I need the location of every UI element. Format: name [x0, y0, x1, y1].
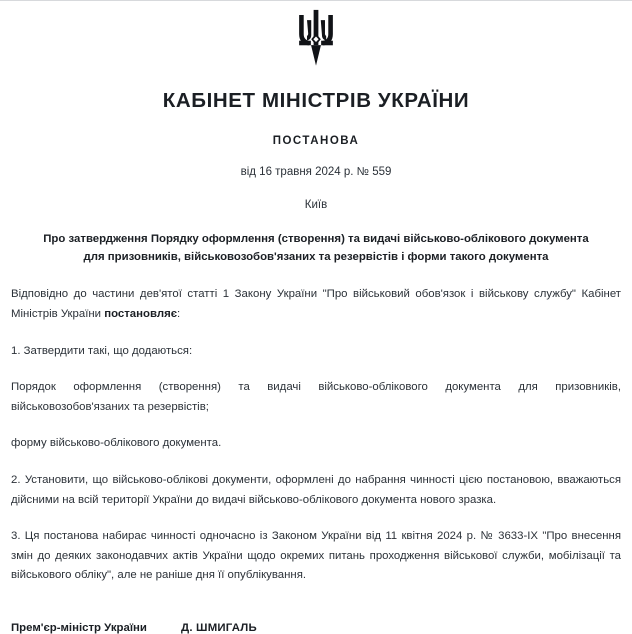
preamble-text-after: : [177, 307, 181, 320]
organization-title: КАБІНЕТ МІНІСТРІВ УКРАЇНИ [162, 89, 470, 112]
document-city: Київ [304, 199, 328, 211]
signatory-role: Прем'єр-міністр України [11, 622, 147, 634]
clause-2: 2. Установити, що військово-облікові документи, оформлені до набрання чинності цією постановою, вважаються дійсними на всій території України до видачі військово-облікового документа нового зразка. [11, 474, 621, 506]
top-divider [0, 0, 632, 1]
clause-1-item-1: Порядок оформлення (створення) та видачі військово-облікового документа для призовників, військовозобов'язаних та резервістів; [11, 381, 621, 413]
clause-1: 1. Затвердити такі, що додаються: [11, 344, 193, 357]
preamble-text-before: Відповідно до частини дев'ятої статті 1 Закону України "Про військовий обов'язок і військову службу" Кабінет Міністрів України [11, 288, 621, 320]
document-date-number: від 16 травня 2024 р. № 559 [240, 166, 392, 178]
preamble-paragraph [11, 285, 621, 324]
clause-3: 3. Ця постанова набирає чинності одночасно із Законом України від 11 квітня 2024 р. № 3633-IX "Про внесення змін до деяких законодавчих актів України щодо окремих питань проходження військової служби, мобілізації та військового обліку", але не раніше дня її опублікування. [11, 530, 621, 582]
preamble-emphasis: постановляє [104, 307, 178, 320]
document-subject-title: Про затвердження Порядку оформлення (створення) та видачі військово-облікового документа для призовників, військовозобов'язаних та резервістів і форми такого документа [43, 233, 589, 263]
signatory-name: Д. ШМИГАЛЬ [181, 622, 257, 634]
document-type: ПОСТАНОВА [272, 135, 360, 147]
signature-block [11, 622, 621, 634]
ukraine-trident-coat-of-arms-icon [294, 9, 338, 68]
clause-1-item-2: форму військово-облікового документа. [11, 437, 222, 450]
emblem-container [11, 0, 621, 68]
